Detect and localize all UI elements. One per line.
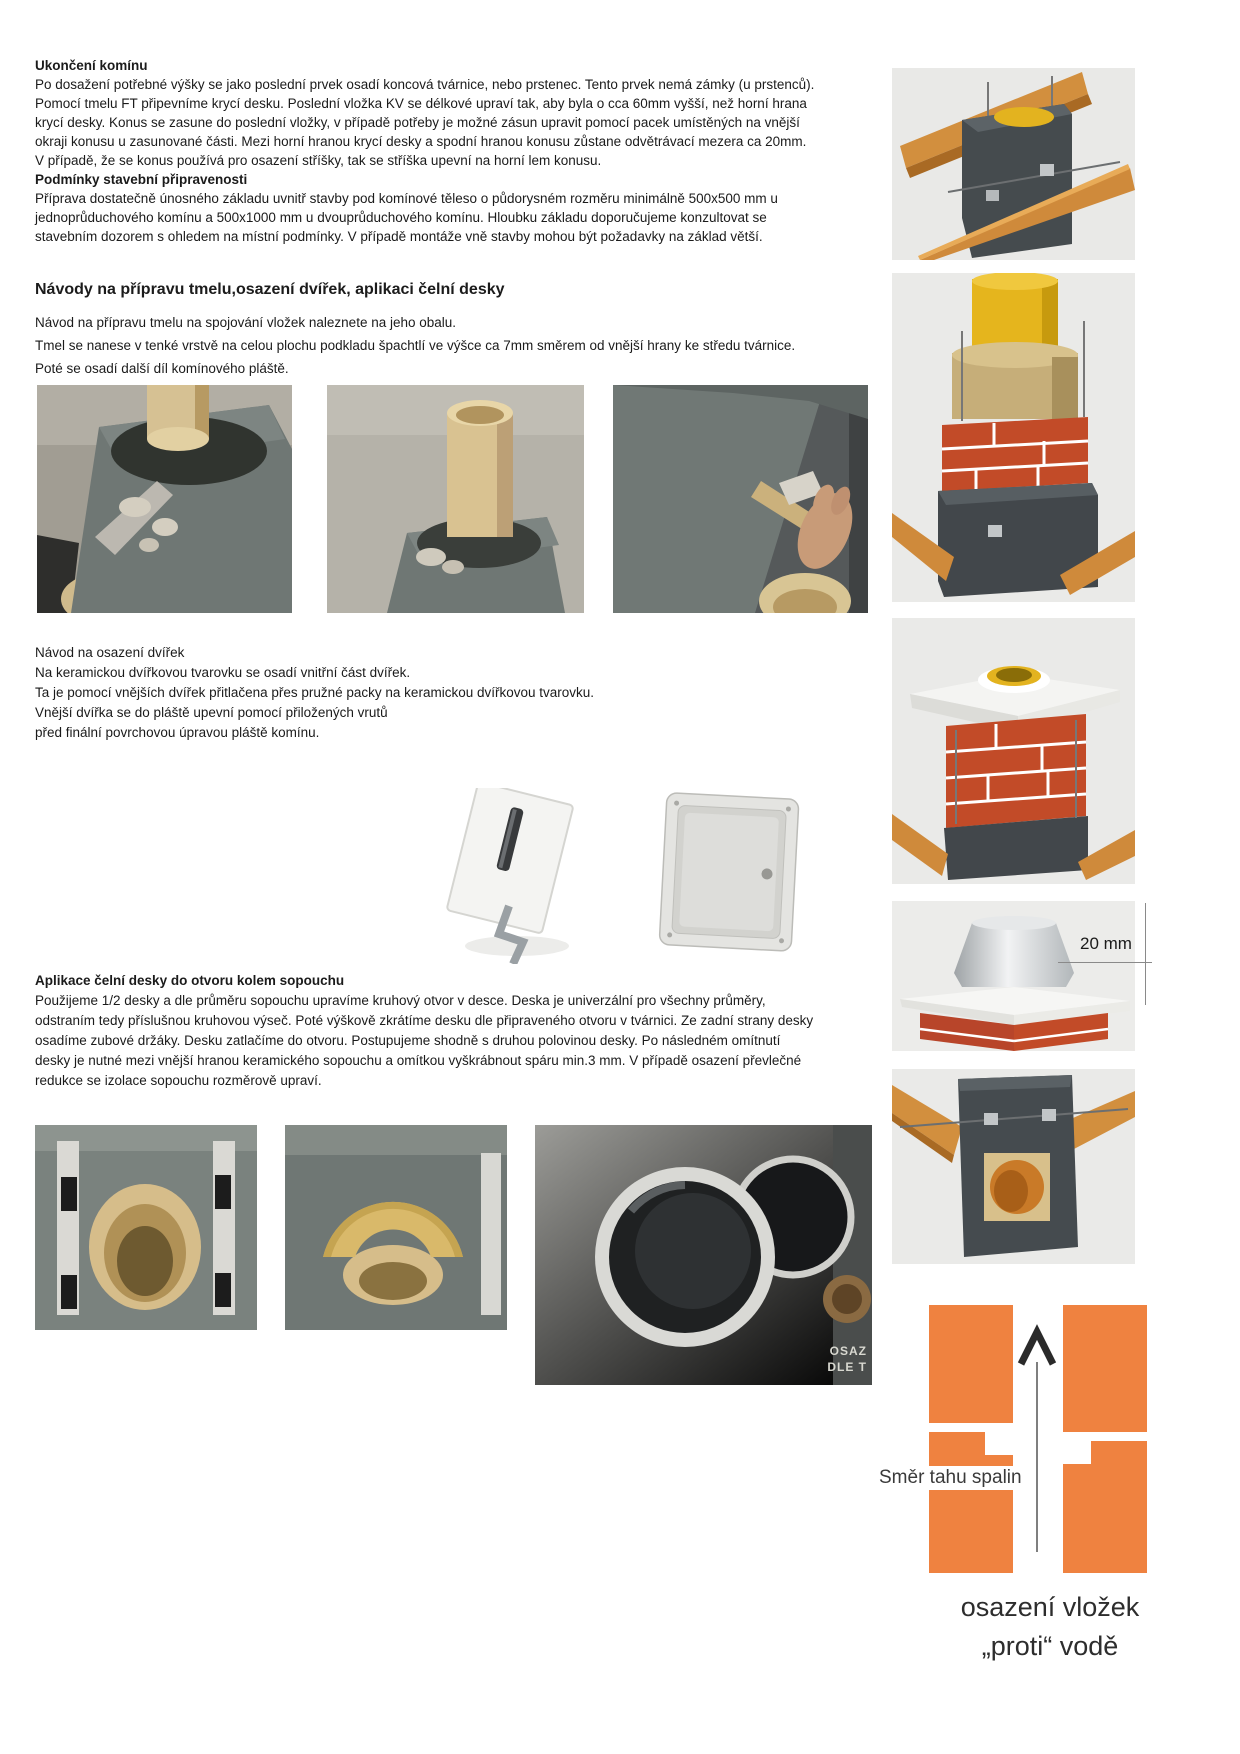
paragraph-line: Tmel se nanese v tenké vrstvě na celou plochu podkladu špachtlí ve výšce ca 7mm směrem od vnější hrany ke středu tvárnice. xyxy=(35,338,796,353)
render-chimney-sopouch-opening xyxy=(892,1069,1135,1264)
photo-front-plate-with-holders xyxy=(35,1125,257,1330)
paragraph-line: Návod na osazení dvířek xyxy=(35,645,185,660)
paragraph-line: Vnější dvířka se do pláště upevní pomocí přiložených vrutů xyxy=(35,705,388,720)
paragraph-line: Po dosažení potřebné výšky se jako poslední prvek osadí koncová tvárnice, nebo prstenec. Tento prvek nemá zámky (u prstenců). xyxy=(35,77,815,92)
toothed-holder xyxy=(61,1177,77,1211)
paragraph-line: stavebním dozorem s ohledem na místní podmínky. V případě montáže vně stavby mohou být požadavky na základ větší. xyxy=(35,229,763,244)
paragraph-line: desky je nutné mezi vnější hranou keramického sopouchu a omítkou vyškrábnout spáru min.3 mm. V případě osazení převlečné xyxy=(35,1053,802,1068)
diagram-liner-joint-direction xyxy=(860,1300,1160,1590)
dimension-label: 20 mm xyxy=(1080,934,1132,953)
section-tmel xyxy=(35,311,795,380)
photo-outer-access-door xyxy=(655,792,805,954)
photo-insulation-arch-piece xyxy=(285,1125,507,1330)
flue-liner-top xyxy=(994,107,1054,127)
section-aplikace xyxy=(35,971,813,1091)
photo-liner-tube-in-block xyxy=(327,385,584,613)
paragraph-line: jednoprůduchového komínu a 500x1000 mm u dvouprůduchového komínu. Hloubku základu doporučujeme konzultovat se xyxy=(35,210,767,225)
dimension-line-horizontal xyxy=(1058,962,1152,963)
render-chimney-top-block xyxy=(892,68,1135,260)
paragraph-line: Ta je pomocí vnějších dvířek přitlačena přes pružné packy na keramickou dvířkovou tvarovku. xyxy=(35,685,595,700)
flow-arrow-head xyxy=(1021,1332,1053,1364)
section-heading-navody: Návody na přípravu tmelu,osazení dvířek, aplikaci čelní desky xyxy=(35,281,505,298)
paragraph-line: okraji konusu u zasunované části. Mezi horní hranou krycí desky a spodní hranou konusu zůstane odvětrávací mezera ca 20mm. xyxy=(35,134,807,149)
paragraph-line: odstraním tedy příslušnou kruhovou výseč. Poté výškově zkrátíme desku dle připraveného otvoru v tvárnici. Ze zadní strany desky xyxy=(35,1013,814,1028)
paragraph-line: před finální povrchovou úpravou pláště komínu. xyxy=(35,725,320,740)
paragraph-line: Příprava dostatečně únosného základu uvnitř stavby pod komínové těleso o půdorysném rozměru minimálně 500x500 mm u xyxy=(35,191,778,206)
photo-pipe-art xyxy=(535,1125,872,1385)
rain-cap xyxy=(954,923,1074,987)
paragraph-line: Poté se osadí další díl komínového pláště. xyxy=(35,361,289,376)
diagram-caption xyxy=(922,1588,1178,1666)
paragraph-line: krycí desky. Konus se zasune do poslední vložky, v případě potřeby je možné zásun upravit pomocí pacek umístěných na vnější xyxy=(35,115,800,130)
paragraph-line: Použijeme 1/2 desky a dle průměru sopouchu upravíme kruhový otvor v desce. Deska je univerzální pro všechny průměry, xyxy=(35,993,766,1008)
paragraph-line: Na keramickou dvířkovou tvarovku se osadí vnitřní část dvířek. xyxy=(35,665,411,680)
paragraph-line: Návod na přípravu tmelu na spojování vložek naleznete na jeho obalu. xyxy=(35,315,457,330)
brick-ring xyxy=(942,417,1088,491)
paragraph-line: V případě, že se konus používá pro osazení stříšky, tak se stříška upevní na horní lem konusu. xyxy=(35,153,602,168)
liner-blocks xyxy=(929,1305,1147,1573)
photo-pipe-with-sliding-reduction xyxy=(535,1125,872,1385)
render-rain-cap-gap xyxy=(892,901,1135,1051)
paragraph-line: osadíme zubové držáky. Desku zatlačíme do otvoru. Postupujeme shodně s druhou polovinou desky. Po následném omítnutí xyxy=(35,1033,781,1048)
section-ukonceni-kominu xyxy=(35,56,814,170)
photo-overlay-caption: OSAZ DLE T xyxy=(827,1344,867,1374)
section-dvirka xyxy=(35,643,594,743)
section-heading: Aplikace čelní desky do otvoru kolem sopouchu xyxy=(35,973,345,988)
flow-direction-label: Směr tahu spalin xyxy=(876,1466,1025,1490)
diagram-caption-line1: osazení vložek xyxy=(960,1592,1140,1622)
toothed-holder xyxy=(215,1273,231,1307)
dimension-line-vertical xyxy=(1145,903,1146,1005)
photo-inner-door-plate xyxy=(437,788,585,964)
toothed-holder xyxy=(61,1275,77,1309)
toothed-holder xyxy=(215,1175,231,1209)
diagram-caption-line2: „proti“ vodě xyxy=(981,1631,1119,1661)
section-heading: Ukončení komínu xyxy=(35,58,148,73)
paragraph-line: Pomocí tmelu FT připevníme krycí desku. Poslední vložka KV se délkové upraví tak, aby byla o cca 60mm vyšší, než horní hrana xyxy=(35,96,807,111)
section-heading: Podmínky stavební připravenosti xyxy=(35,172,248,187)
render-chimney-cover-plate xyxy=(892,618,1135,884)
paragraph-line: redukce se izolace sopouchu rozměrově upraví. xyxy=(35,1073,322,1088)
photo-hand-smoothing-mortar xyxy=(613,385,868,613)
section-podminky xyxy=(35,170,778,246)
render-chimney-crown-layers xyxy=(892,273,1135,602)
photo-mortar-trowel-on-block xyxy=(37,385,292,613)
